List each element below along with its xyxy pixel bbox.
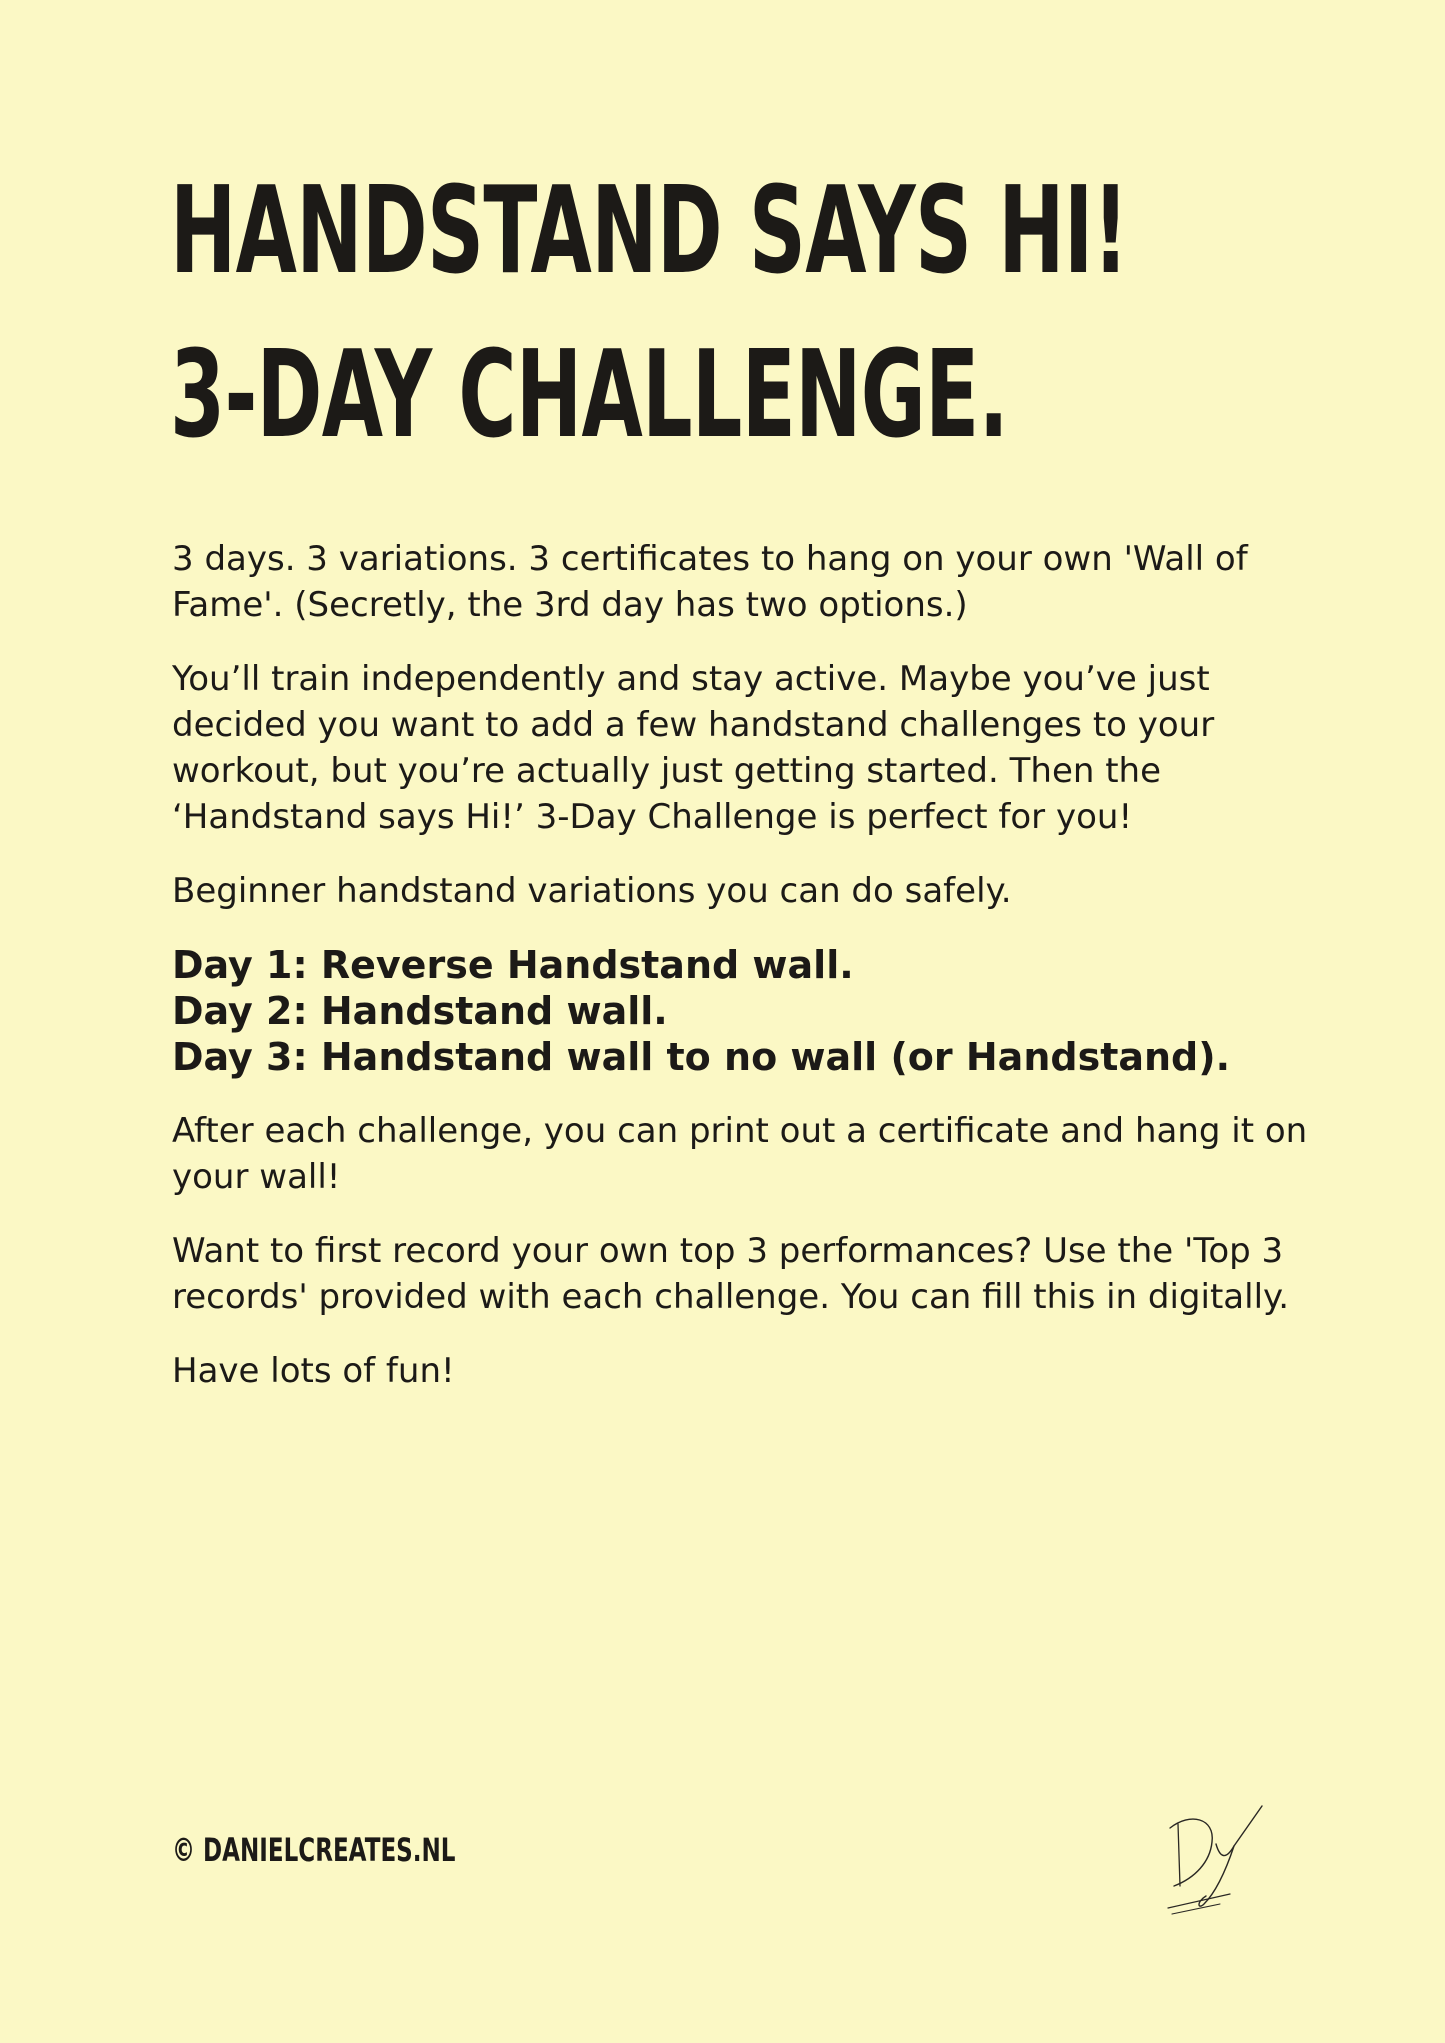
day-1-item: Day 1: Reverse Handstand wall. bbox=[172, 943, 854, 987]
intro-paragraph: 3 days. 3 variations. 3 certificates to hang on your own 'Wall of Fame'. (Secretly, the 3rd day has two options.) bbox=[172, 539, 1248, 625]
page-title bbox=[170, 150, 1129, 478]
certificate-note-paragraph: After each challenge, you can print out a certificate and hang it on your wall! bbox=[172, 1111, 1308, 1197]
body-content bbox=[172, 536, 1312, 1422]
closing-paragraph: Have lots of fun! bbox=[172, 1351, 455, 1391]
beginner-note-paragraph: Beginner handstand variations you can do safely. bbox=[172, 871, 1012, 911]
records-note-paragraph: Want to first record your own top 3 performances? Use the 'Top 3 records' provided with each challenge. You can fill this in digitally. bbox=[172, 1231, 1290, 1317]
title-line-1: HANDSTAND SAYS HI! bbox=[170, 162, 1129, 301]
day-3-item: Day 3: Handstand wall to no wall (or Handstand). bbox=[172, 1035, 1231, 1079]
day-list bbox=[172, 942, 1312, 1080]
copyright-footer: © DANIELCREATES.NL bbox=[172, 1831, 456, 1869]
signature-icon bbox=[1160, 1800, 1270, 1920]
description-paragraph: You’ll train independently and stay active. Maybe you’ve just decided you want to add a few handstand challenges to your workout, but you’re actually just getting started. Then the ‘Handstand says Hi!’ 3-Day Challenge is perfect for you! bbox=[172, 659, 1215, 837]
day-2-item: Day 2: Handstand wall. bbox=[172, 989, 668, 1033]
title-line-2: 3-DAY CHALLENGE. bbox=[170, 326, 1009, 465]
